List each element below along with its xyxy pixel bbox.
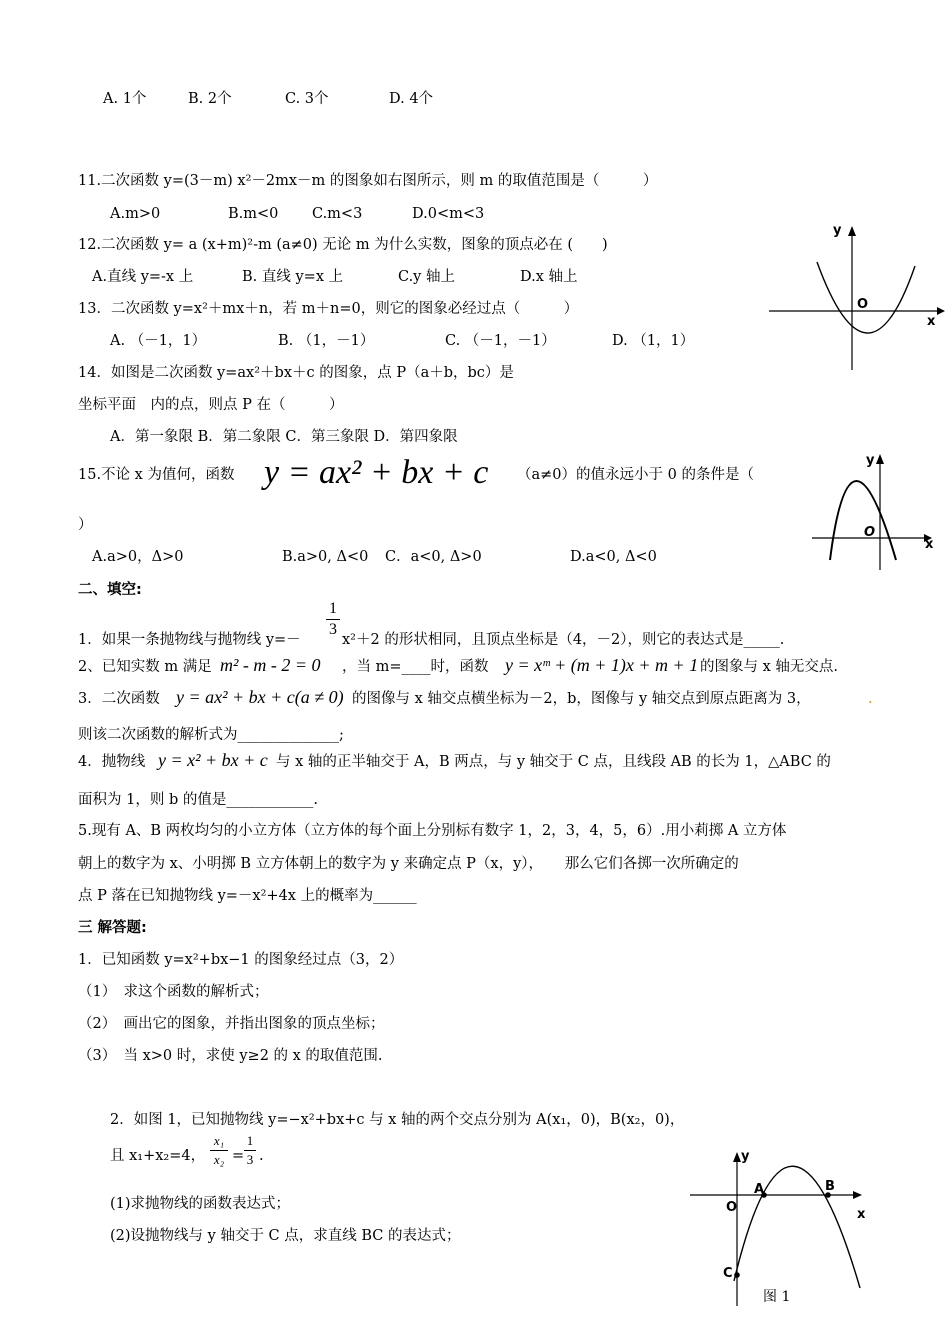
q11-opt-b: B.m<0: [228, 206, 279, 222]
fig1-origin-label: O: [726, 1200, 738, 1215]
solve2-part2: (2)设抛物线与 y 轴交于 C 点，求直线 BC 的表达式；: [110, 1228, 461, 1244]
q14-stem-1: 14．如图是二次函数 y=ax²＋bx＋c 的图象，点 P（a＋b，bc）是: [78, 365, 514, 381]
graph2-origin-label: O: [864, 525, 876, 540]
fill1-pre: 1．如果一条抛物线与抛物线 y=－: [78, 632, 301, 648]
solve2-frac-left-num: x₁: [213, 1133, 225, 1148]
q11-stem: 11.二次函数 y=(3－m) x²－2mx－m 的图象如右图所示，则 m 的取值范围是（ ）: [78, 173, 658, 189]
q11-parabola-graph: [765, 222, 950, 382]
q15-opt-d: D.a<0, Δ<0: [570, 549, 657, 565]
fill2-mid: ，当 m=____时，函数: [342, 659, 489, 675]
q15-opt-c: C．a<0, Δ>0: [385, 549, 482, 565]
fill5-line3: 点 P 落在已知抛物线 y=－x²+4x 上的概率为______: [78, 888, 417, 904]
graph1-x-label: x: [927, 314, 936, 329]
fig1-point-a-label: A: [754, 1182, 765, 1197]
q11-opt-a: A.m>0: [110, 206, 161, 222]
q15-post: （a≠0）的值永远小于 0 的条件是（: [517, 467, 754, 483]
q12-opt-d: D.x 轴上: [520, 269, 578, 285]
top-option-d: D. 4个: [389, 91, 434, 107]
graph2-x-label: x: [925, 537, 934, 552]
graph1-y-label: y: [833, 223, 842, 238]
solve1-stem: 1．已知函数 y=x²+bx−1 的图象经过点（3，2）: [78, 952, 404, 968]
fill2-func: y = xᵐ + (m + 1)x + m + 1: [505, 655, 699, 675]
solve2-frac-left-den: x₂: [213, 1152, 225, 1167]
fill3-pre: 3．二次函数: [78, 691, 160, 707]
fill5-line1: 5.现有 A、B 两枚均匀的小立方体（立方体的每个面上分别标有数字 1，2，3，4，5，6）.用小莉掷 A 立方体: [78, 823, 787, 839]
q13-opt-d: D. （1，1）: [612, 333, 695, 349]
q13-opt-a: A. （－1，1）: [110, 333, 207, 349]
q15-formula: y = ax² + bx + c: [264, 454, 489, 491]
fill3-post: 的图像与 x 轴交点横坐标为－2，b，图像与 y 轴交点到原点距离为 3，: [352, 691, 811, 707]
solve2-frac-left: [210, 1133, 228, 1168]
section2-title: 二、填空:: [78, 582, 142, 598]
fill4-func: y = x² + bx + c: [158, 750, 268, 770]
graph2-y-label: y: [866, 453, 875, 468]
fig1-point-c-label: C: [723, 1266, 733, 1281]
solve2-frac-right-bar: [244, 1150, 256, 1151]
q14-stem-2: 坐标平面 内的点，则点 P 在（ ）: [78, 397, 344, 413]
fill2-pre: 2、已知实数 m 满足: [78, 659, 212, 675]
fill1-frac-den: 3: [329, 621, 337, 638]
q15-pre: 15.不论 x 为值何，函数: [78, 467, 235, 483]
fill4-post: 与 x 轴的正半轴交于 A，B 两点，与 y 轴交于 C 点，且线段 AB 的长为 1，△ABC 的: [276, 754, 831, 770]
top-option-b: B. 2个: [188, 91, 232, 107]
q11-opt-d: D.0<m<3: [412, 206, 485, 222]
solve1-part2: （2） 画出它的图象，并指出图象的顶点坐标；: [78, 1016, 385, 1032]
solve1-part3: （3） 当 x>0 时，求使 y≥2 的 x 的取值范围.: [78, 1048, 383, 1064]
section3-title: 三 解答题:: [78, 920, 147, 936]
q13-opt-c: C. （－1，－1）: [445, 333, 556, 349]
top-option-a: A. 1个: [103, 91, 147, 107]
q13-stem: 13．二次函数 y=x²＋mx＋n，若 m＋n=0，则它的图象必经过点（ ）: [78, 301, 579, 317]
fill4-line2: 面积为 1，则 b 的值是____________.: [78, 792, 318, 808]
q12-opt-c: C.y 轴上: [398, 269, 455, 285]
q12-opt-a: A.直线 y=-x 上: [92, 269, 194, 285]
solve2-line2-end: .: [259, 1148, 264, 1164]
fig1-caption: 图 1: [763, 1289, 791, 1305]
fill2-post: 的图象与 x 轴无交点.: [700, 659, 839, 675]
solve2-line2-pre: 且 x₁+x₂=4，: [110, 1148, 206, 1164]
q15-close: ）: [78, 517, 93, 533]
q13-opt-b: B. （1，－1）: [278, 333, 375, 349]
q14-options: A．第一象限 B．第二象限 C．第三象限 D．第四象限: [110, 429, 458, 445]
fill3-line2: 则该二次函数的解析式为______________;: [78, 727, 344, 743]
top-option-c: C. 3个: [285, 91, 329, 107]
fill1-post: x²＋2 的形状相同，且顶点坐标是（4，－2），则它的表达式是_____.: [342, 632, 785, 648]
graph1-origin-label: O: [857, 297, 869, 312]
fill3-func: y = ax² + bx + c(a ≠ 0): [176, 687, 344, 707]
fill2-eq: m² - m - 2 = 0: [220, 655, 321, 675]
solve2-line1: 2．如图 1，已知抛物线 y=−x²+bx+c 与 x 轴的两个交点分别为 A(x₁，0)，B(x₂，0)，: [110, 1112, 685, 1128]
q15-opt-b: B.a>0, Δ<0: [282, 549, 369, 565]
fill1-fraction: [326, 600, 340, 639]
fill4-pre: 4．抛物线: [78, 754, 146, 770]
solve2-part1: (1)求抛物线的函数表达式；: [110, 1196, 291, 1212]
q12-stem: 12.二次函数 y= a (x+m)²-m (a≠0) 无论 m 为什么实数，图象的顶点必在 ( ): [78, 237, 608, 253]
q14-parabola-graph: [808, 452, 938, 572]
solve1-part1: （1） 求这个函数的解析式；: [78, 984, 269, 1000]
fill3-orange-dot: .: [868, 691, 873, 707]
q11-opt-c: C.m<3: [312, 206, 363, 222]
fig1-x-label: x: [857, 1207, 866, 1222]
solve2-frac-left-bar: [210, 1150, 228, 1151]
q15-opt-a: A.a>0，Δ>0: [92, 549, 184, 565]
fill1-frac-bar: [326, 619, 340, 620]
fill5-line2: 朝上的数字为 x、小明掷 B 立方体朝上的数字为 y 来确定点 P（x，y）， 那么它们各掷一次所确定的: [78, 856, 739, 872]
solve2-frac-right: [244, 1133, 256, 1168]
fig1-y-label: y: [741, 1149, 750, 1164]
q12-opt-b: B. 直线 y=x 上: [242, 269, 344, 285]
fill1-frac-num: 1: [329, 600, 337, 617]
fig1-point-b-label: B: [825, 1179, 835, 1194]
solve2-frac-right-den: 3: [246, 1152, 254, 1167]
solve2-equals: =: [232, 1148, 245, 1164]
solve2-frac-right-num: 1: [246, 1133, 254, 1148]
figure1-graph: [690, 1148, 880, 1338]
